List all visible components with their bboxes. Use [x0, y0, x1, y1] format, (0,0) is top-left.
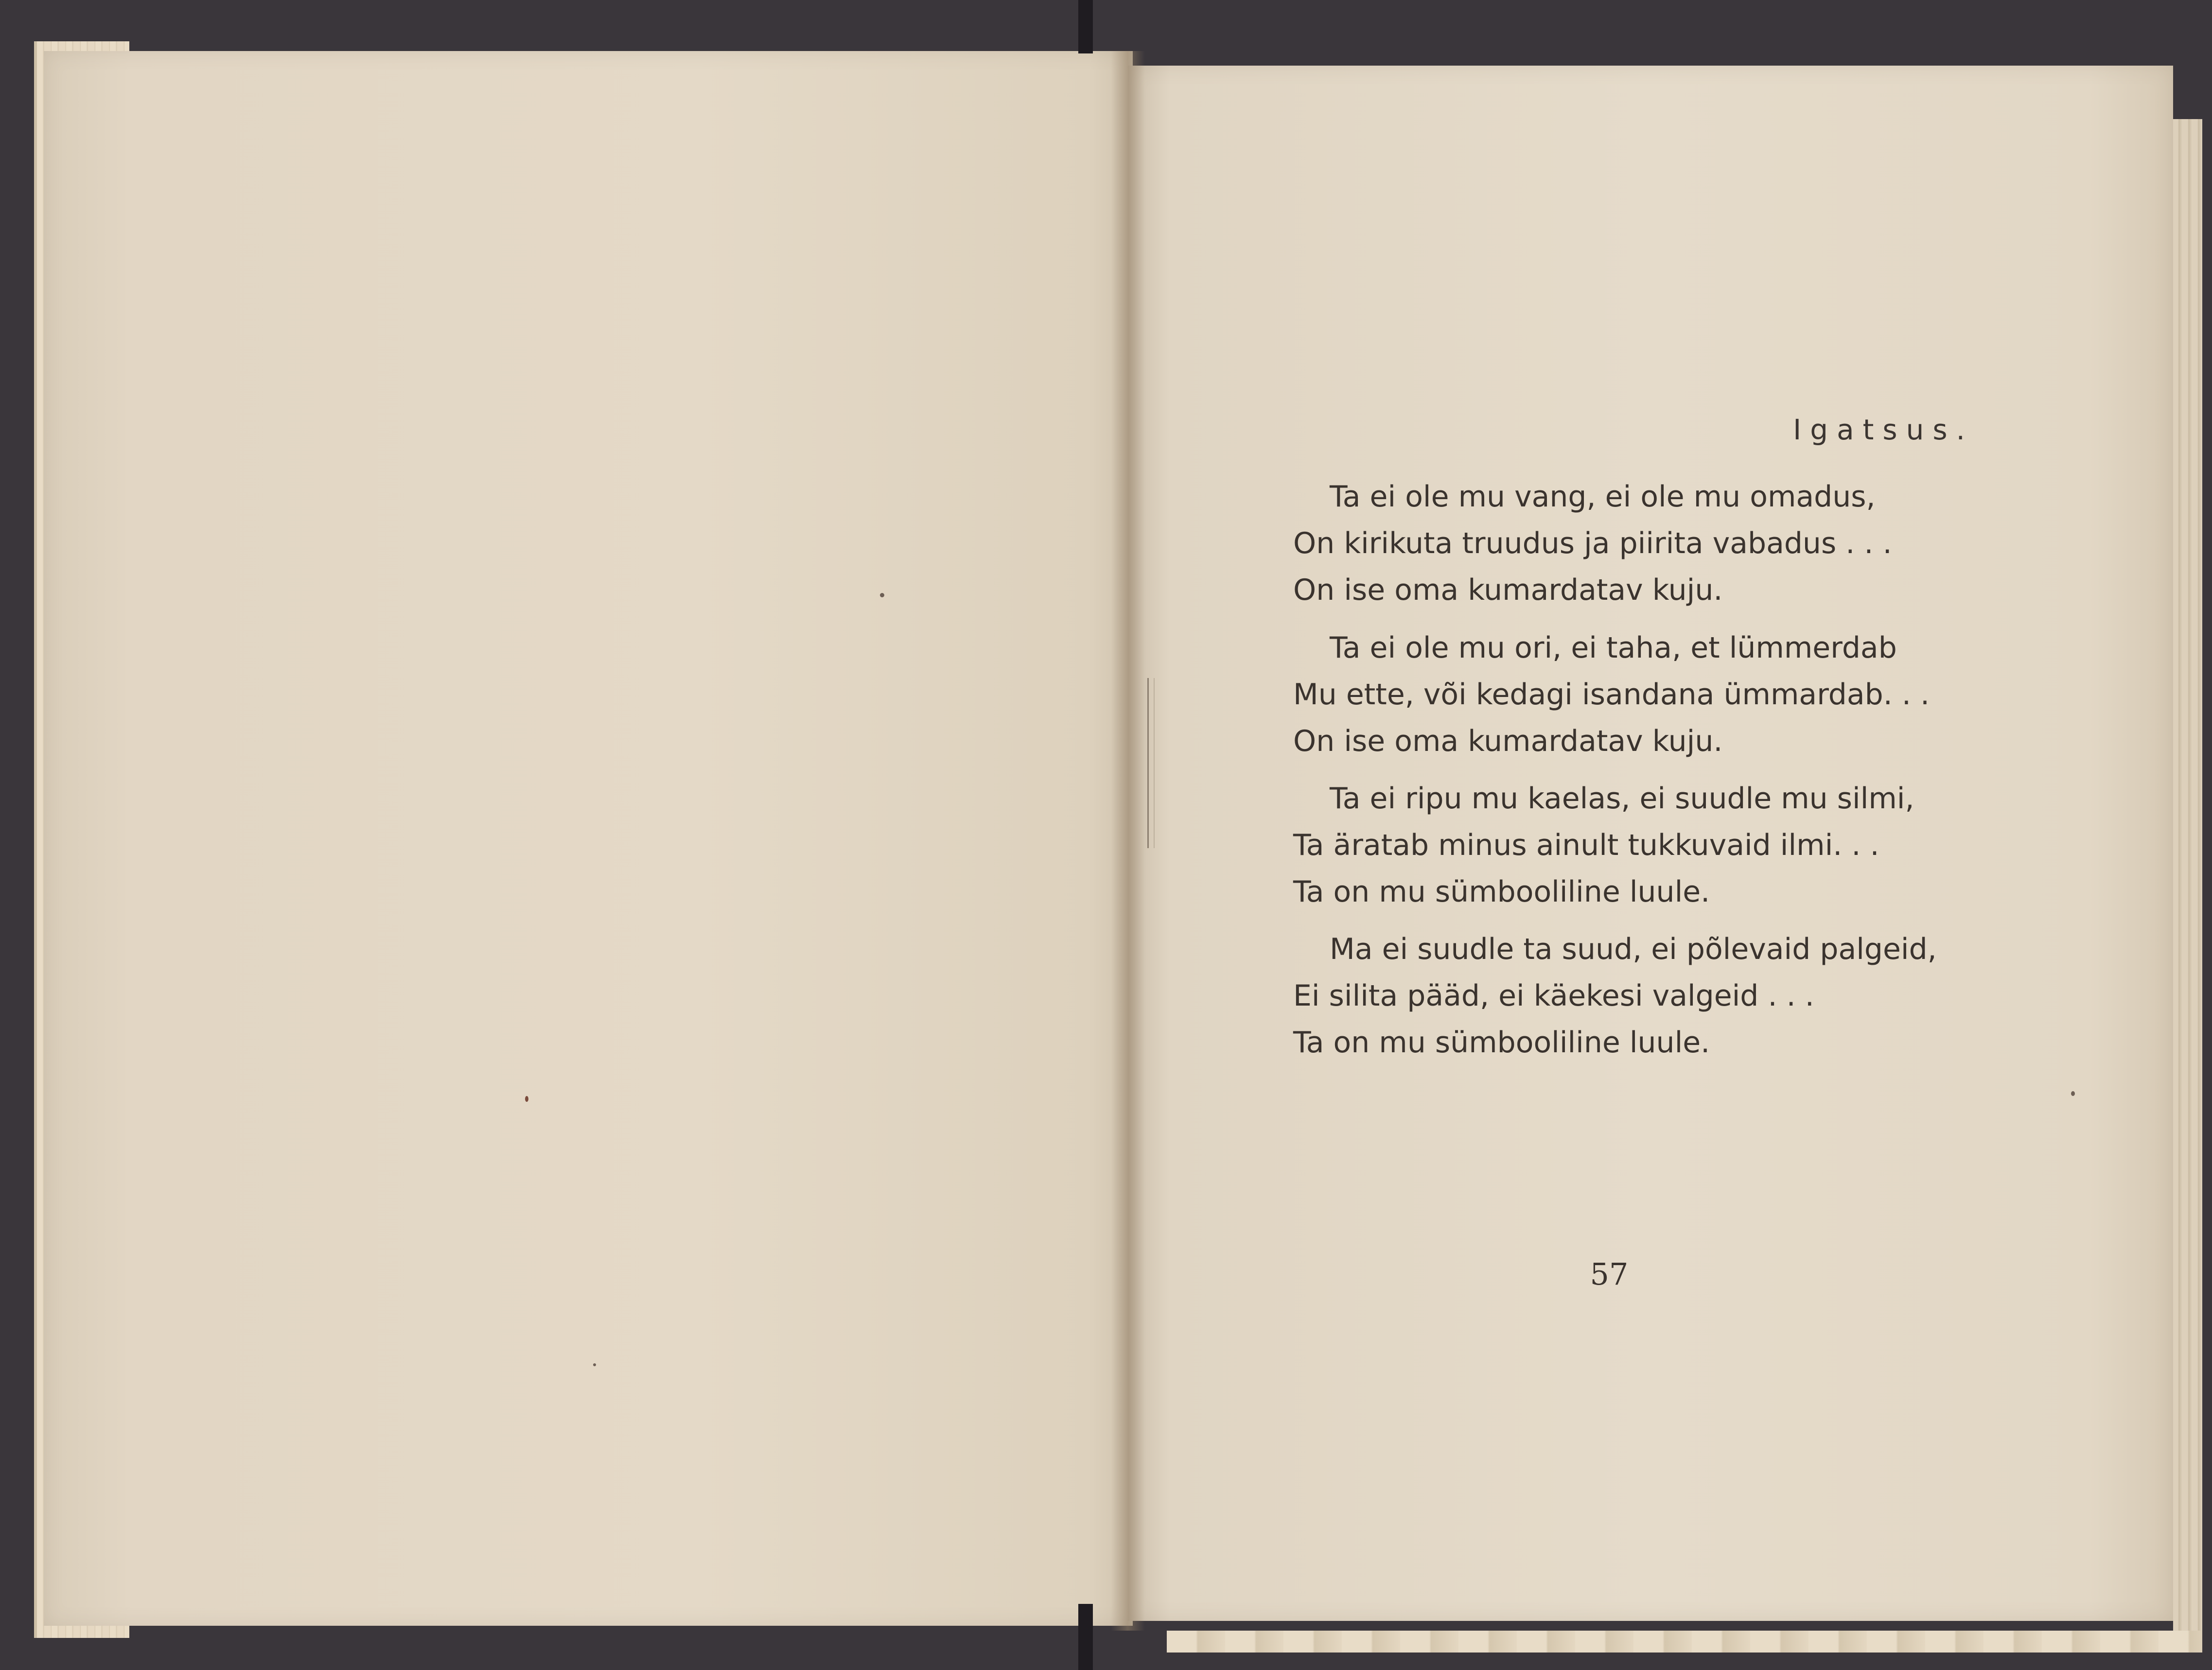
paper-speck	[525, 1096, 528, 1102]
poem-line: Ta äratab minus ainult tukkuvaid ilmi. . .	[1293, 828, 1879, 862]
left-page-blank	[44, 51, 1133, 1626]
spine-shadow-top	[1078, 0, 1093, 53]
poem-line: Ta on mu sümbooliline luule.	[1293, 1026, 1710, 1060]
poem-line: Ta on mu sümbooliline luule.	[1293, 875, 1710, 909]
poem-line: Ta ei ripu mu kaelas, ei suudle mu silmi,	[1330, 782, 1914, 816]
poem-line: Ta ei ole mu vang, ei ole mu omadus,	[1330, 480, 1876, 514]
stanza-4	[1293, 926, 1984, 1066]
right-page-edges	[2173, 119, 2202, 1635]
poem-line: On kirikuta truudus ja piirita vabadus . . .	[1293, 526, 1892, 560]
poem-line: Ta ei ole mu ori, ei taha, et lümmerdab	[1330, 631, 1897, 665]
paper-speck	[2071, 1091, 2075, 1096]
stanza-3	[1293, 775, 1984, 915]
page-number: 57	[1590, 1256, 1629, 1292]
poem-title: Igatsus.	[1793, 413, 1974, 446]
stanza-2	[1293, 625, 1984, 765]
paper-speck	[593, 1363, 596, 1366]
poem-line: Ma ei suudle ta suud, ei põlevaid palgeid,	[1330, 932, 1937, 966]
poem-line: Ei silita pääd, ei käekesi valgeid . . .	[1293, 979, 1814, 1013]
stanza-1	[1293, 473, 1984, 613]
poem-line: Mu ette, või kedagi isandana ümmardab. . .	[1293, 678, 1930, 712]
spine-shadow-bottom	[1078, 1604, 1093, 1670]
book-gutter	[1111, 51, 1145, 1631]
poem-line: On ise oma kumardatav kuju.	[1293, 724, 1723, 758]
binding-stitch	[1147, 678, 1155, 848]
poem-line: On ise oma kumardatav kuju.	[1293, 573, 1723, 607]
paper-speck	[880, 593, 884, 597]
bottom-page-edges	[1167, 1631, 2202, 1653]
